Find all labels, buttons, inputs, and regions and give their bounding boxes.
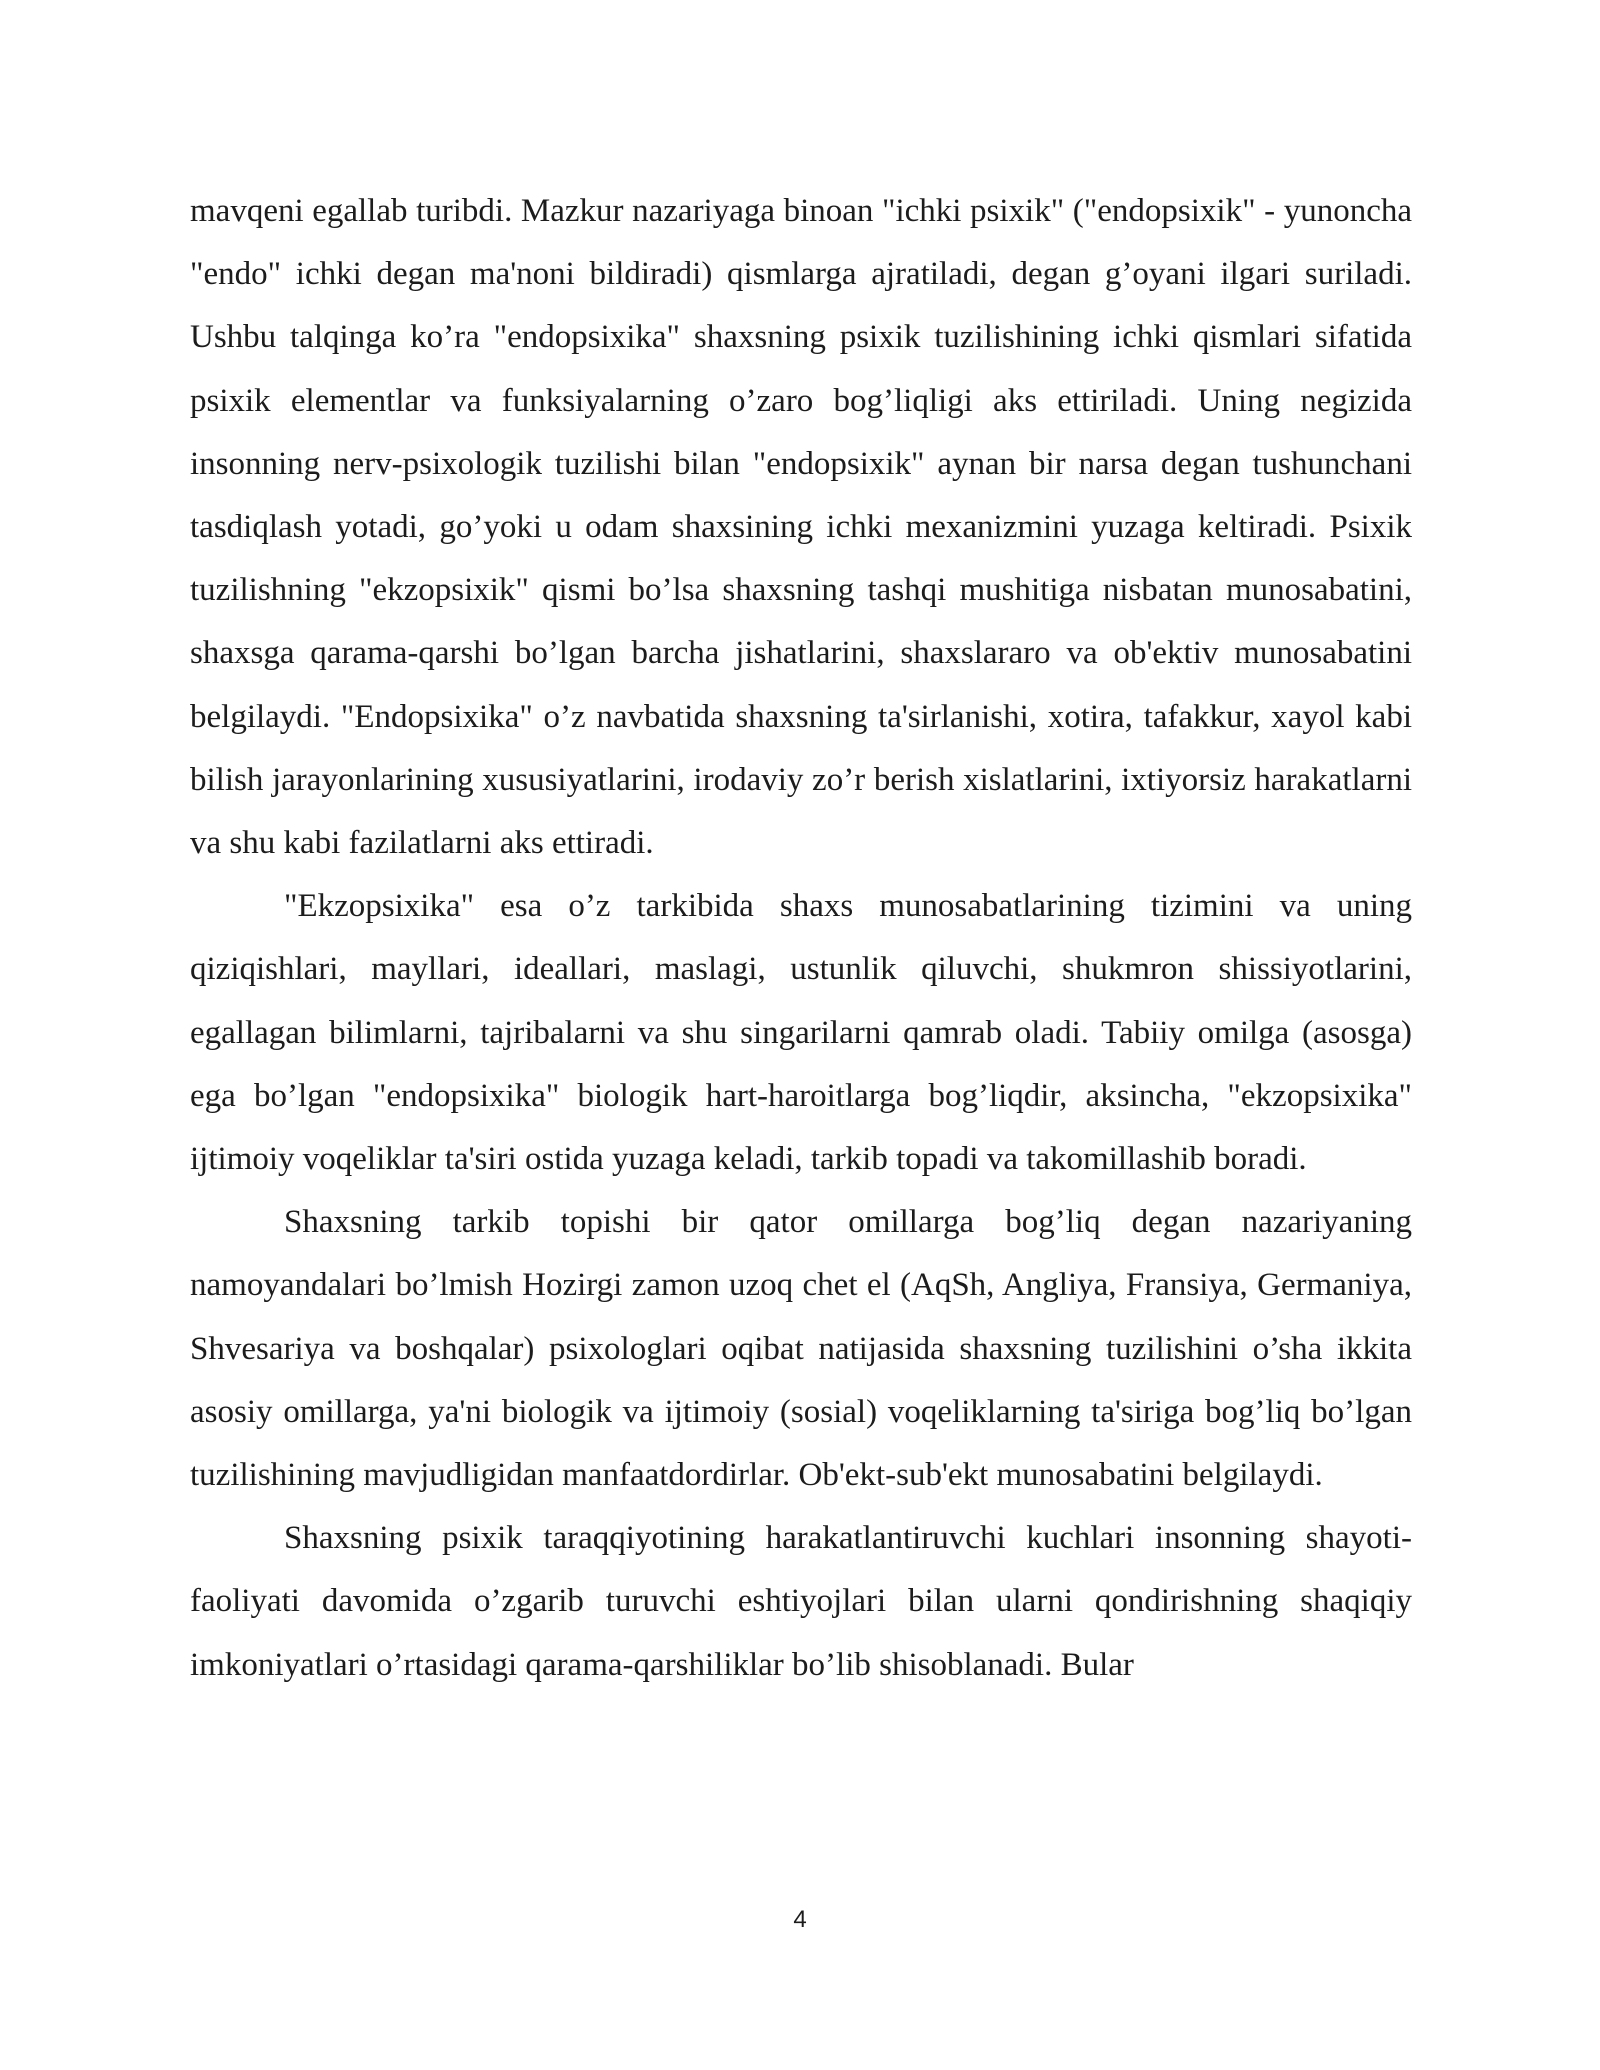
body-text	[190, 180, 1412, 1697]
page-number: 4	[793, 1906, 807, 1933]
paragraph-1: mavqeni egallab turibdi. Mazkur nazariyaga binoan "ichki psixik" ("endopsixik" - yunoncha "endo" ichki degan ma'noni bildiradi) qismlarga ajratiladi, degan g’oyani ilgari suriladi. Ushbu talqinga ko’ra "endopsixika" shaxsning psixik tuzilishining ichki qismlari sifatida psixik elementlar va funksiyalarning o’zaro bog’liqligi aks ettiriladi. Uning negizida insonning nerv-psixologik tuzilishi bilan "endopsixik" aynan bir narsa degan tushunchani tasdiqlash yotadi, go’yoki u odam shaxsining ichki mexanizmini yuzaga keltiradi. Psixik tuzilishning "ekzopsixik" qismi bo’lsa shaxsning tashqi mushitiga nisbatan munosabatini, shaxsga qarama-qarshi bo’lgan barcha jishatlarini, shaxslararo va ob'ektiv munosabatini belgilaydi. "Endopsixika" o’z navbatida shaxsning ta'sirlanishi, xotira, tafakkur, xayol kabi bilish jarayonlarining xususiyatlarini, irodaviy zo’r berish xislatlarini, ixtiyorsiz harakatlarni va shu kabi fazilatlarni aks ettiradi.	[190, 193, 1412, 862]
paragraph-2: "Ekzopsixika" esa o’z tarkibida shaxs munosabatlarining tizimini va uning qiziqishlari, mayllari, ideallari, maslagi, ustunlik qiluvchi, shukmron shissiyotlarini, egallagan bilimlarni, tajribalarni va shu singarilarni qamrab oladi. Tabiiy omilga (asosga) ega bo’lgan "endopsixika" biologik hart-haroitlarga bog’liqdir, aksincha, "ekzopsixika" ijtimoiy voqeliklar ta'siri ostida yuzaga keladi, tarkib topadi va takomillashib boradi.	[190, 888, 1412, 1178]
paragraph-3: Shaxsning tarkib topishi bir qator omillarga bog’liq degan nazariyaning namoyandalari bo’lmish Hozirgi zamon uzoq chet el (AqSh, Angliya, Fransiya, Germaniya, Shvesariya va boshqalar) psixologlari oqibat natijasida shaxsning tuzilishini o’sha ikkita asosiy omillarga, ya'ni biologik va ijtimoiy (sosial) voqeliklarning ta'siriga bog’liq bo’lgan tuzilishining mavjudligidan manfaatdordirlar. Ob'ekt-sub'ekt munosabatini belgilaydi.	[190, 1204, 1412, 1494]
paragraph-4: Shaxsning psixik taraqqiyotining harakatlantiruvchi kuchlari insonning shayoti-faoliyati davomida o’zgarib turuvchi eshtiyojlari bilan ularni qondirishning shaqiqiy imkoniyatlari o’rtasidagi qarama-qarshiliklar bo’lib shisoblanadi. Bular	[190, 1520, 1412, 1683]
